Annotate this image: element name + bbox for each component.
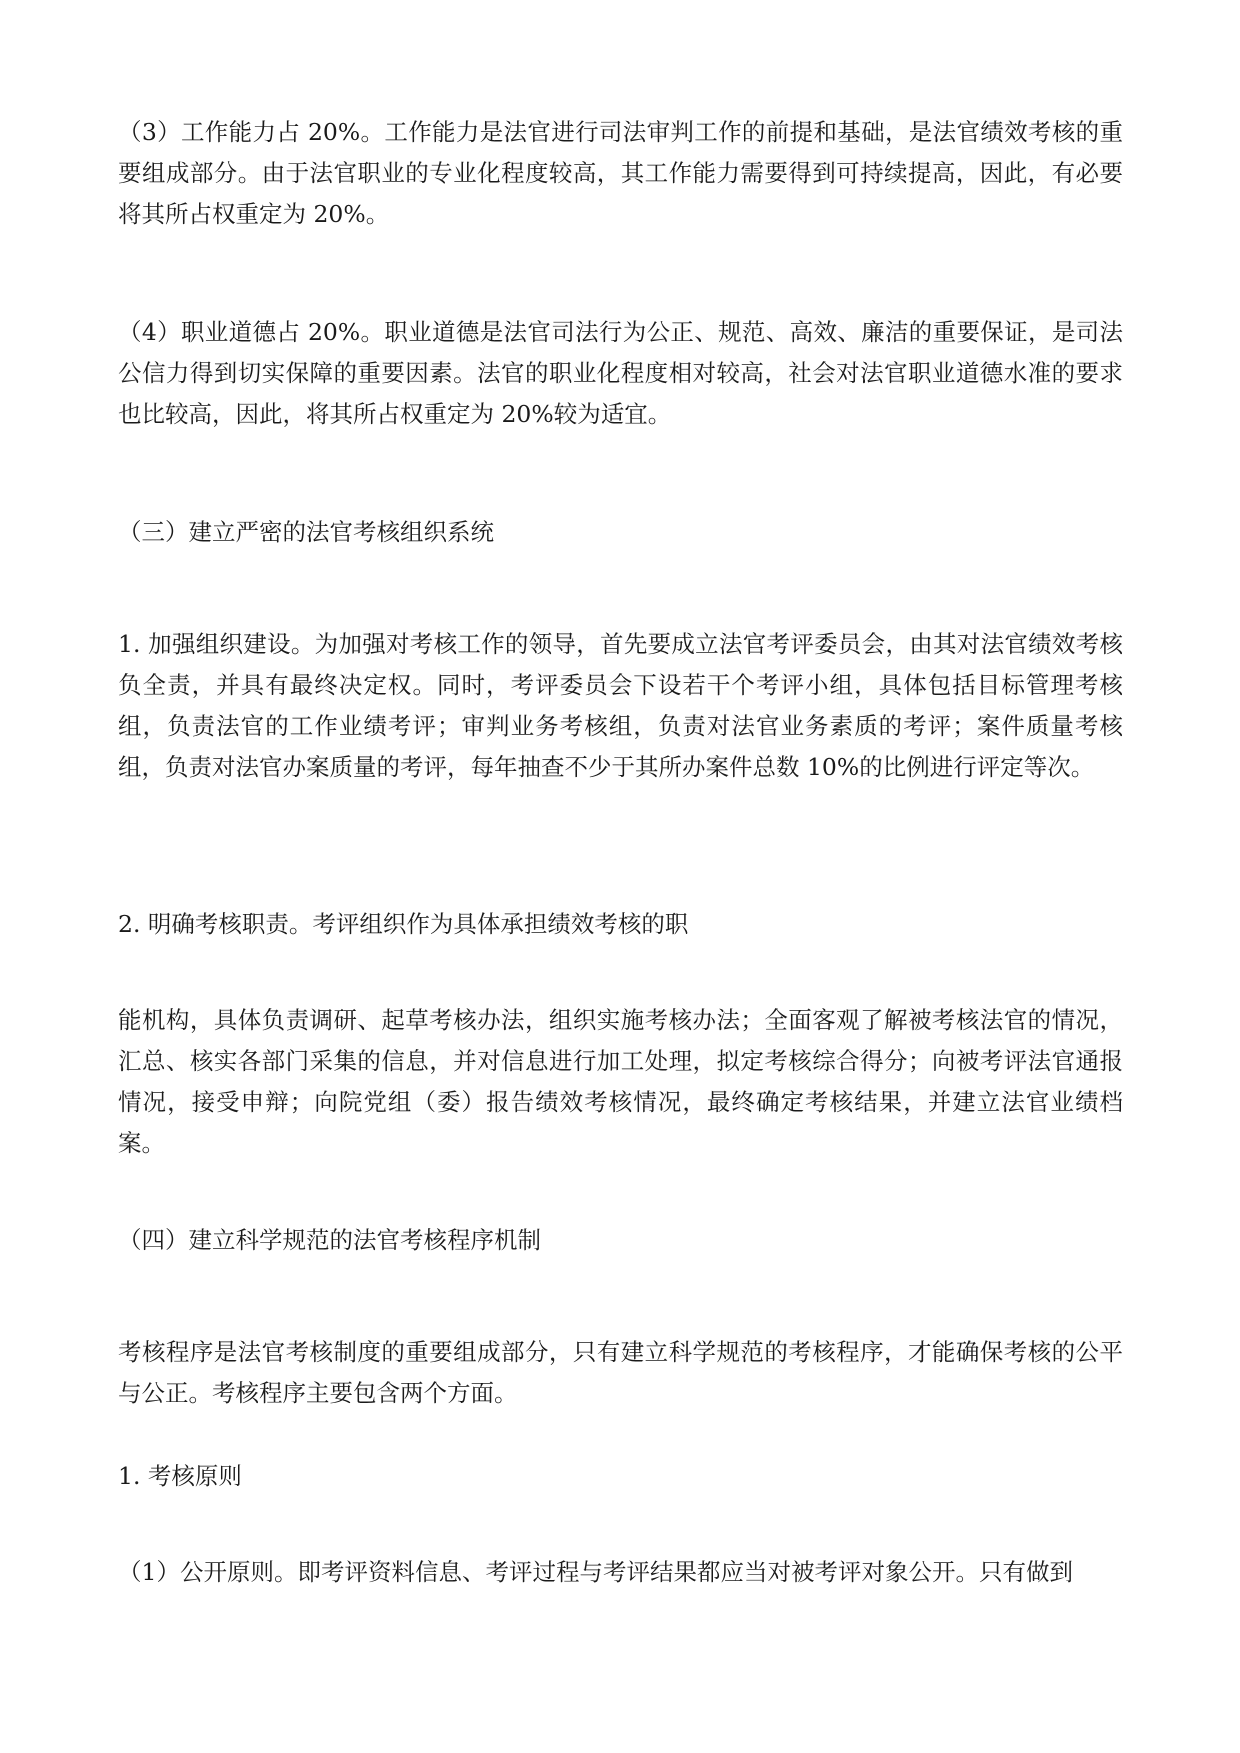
paragraph-assessment-duties-start: 2. 明确考核职责。考评组织作为具体承担绩效考核的职: [118, 910, 689, 938]
subheading-assessment-principles: 1. 考核原则: [118, 1462, 242, 1490]
paragraph-assessment-duties-continued: 能机构，具体负责调研、起草考核办法，组织实施考核办法；全面客观了解被考核法官的情况，汇总、核实各部门采集的信息，并对信息进行加工处理，拟定考核综合得分；向被考评法官通报情况，接受申辩；向院党组（委）报告绩效考核情况，最终确定考核结果，并建立法官业绩档案。: [118, 1006, 1123, 1157]
section-heading-procedure: （四）建立科学规范的法官考核程序机制: [118, 1226, 541, 1254]
paragraph-work-ability: （3）工作能力占 20%。工作能力是法官进行司法审判工作的前提和基础，是法官绩效考核的重要组成部分。由于法官职业的专业化程度较高，其工作能力需要得到可持续提高，因此，有必要将其所占权重定为 20%。: [118, 118, 1123, 228]
paragraph-professional-ethics: （4）职业道德占 20%。职业道德是法官司法行为公正、规范、高效、廉洁的重要保证，是司法公信力得到切实保障的重要因素。法官的职业化程度相对较高，社会对法官职业道德水准的要求也比较高，因此，将其所占权重定为 20%较为适宜。: [118, 318, 1123, 428]
section-heading-organization: （三）建立严密的法官考核组织系统: [118, 518, 494, 546]
paragraph-openness-principle: （1）公开原则。即考评资料信息、考评过程与考评结果都应当对被考评对象公开。只有做到: [118, 1558, 1073, 1586]
paragraph-procedure-intro: 考核程序是法官考核制度的重要组成部分，只有建立科学规范的考核程序，才能确保考核的公平与公正。考核程序主要包含两个方面。: [118, 1338, 1123, 1407]
paragraph-organization-building: 1. 加强组织建设。为加强对考核工作的领导，首先要成立法官考评委员会，由其对法官绩效考核负全责，并具有最终决定权。同时，考评委员会下设若干个考评小组，具体包括目标管理考核组，负责法官的工作业绩考评；审判业务考核组，负责对法官业务素质的考评；案件质量考核组，负责对法官办案质量的考评，每年抽查不少于其所办案件总数 10%的比例进行评定等次。: [118, 630, 1123, 781]
